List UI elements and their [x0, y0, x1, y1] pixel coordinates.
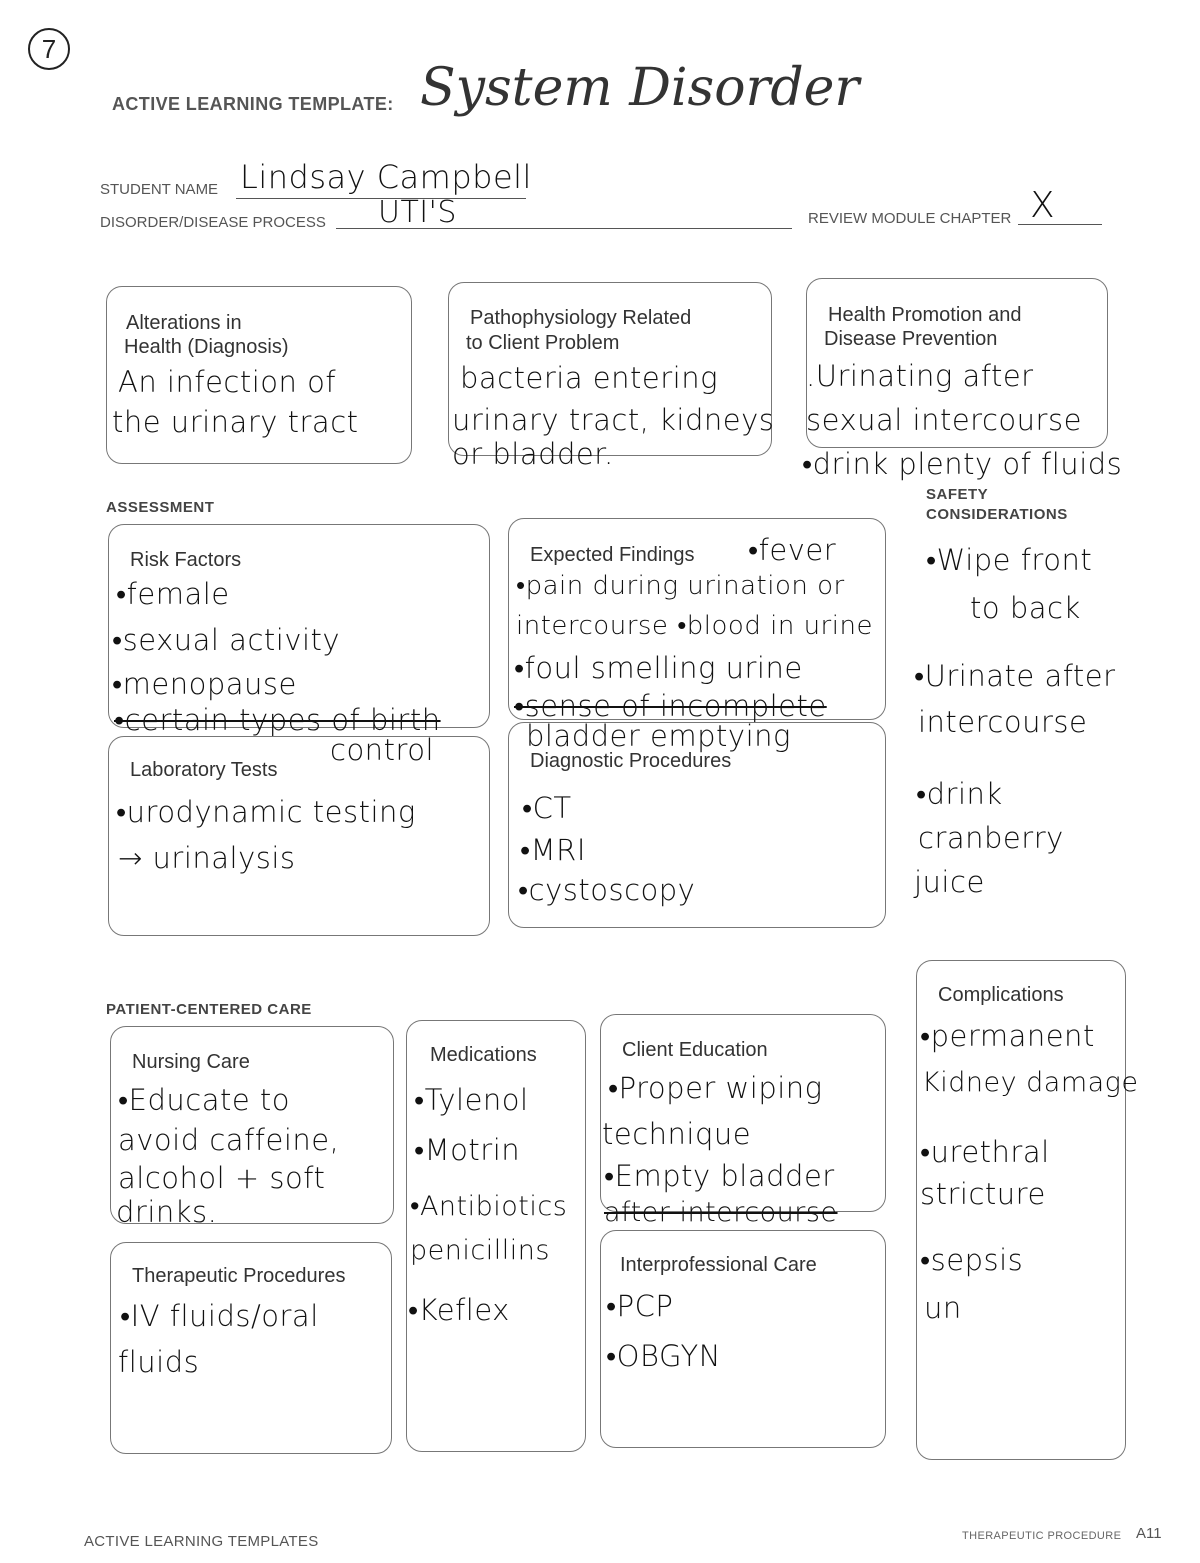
- health-promotion-line-2: sexual intercourse: [806, 403, 1082, 437]
- medications-line-4: penicillins: [410, 1235, 550, 1266]
- medications-line-5: •Keflex: [408, 1293, 510, 1327]
- diagnostic-procedures-line-1: •CT: [522, 791, 572, 825]
- diagnostic-procedures-label: Diagnostic Procedures: [530, 750, 732, 772]
- health-promotion-label-2: Disease Prevention: [824, 328, 998, 350]
- health-promotion-line-3: •drink plenty of fluids: [802, 447, 1123, 481]
- pathophysiology-line-3: or bladder.: [452, 437, 614, 471]
- safety-label-1: SAFETY: [926, 486, 989, 503]
- medications-line-1: •Tylenol: [414, 1083, 529, 1117]
- client-education-line-2: technique: [602, 1117, 752, 1151]
- alterations-label-2: Health (Diagnosis): [124, 336, 289, 358]
- health-promotion-label-1: Health Promotion and: [828, 304, 1022, 326]
- medications-line-2: •Motrin: [414, 1133, 521, 1167]
- interprofessional-care-line-1: •PCP: [606, 1289, 674, 1323]
- nursing-care-label: Nursing Care: [132, 1051, 250, 1073]
- pathophysiology-line-2: urinary tract, kidneys: [452, 403, 775, 437]
- safety-line-1: •Wipe front: [926, 543, 1093, 577]
- footer-right-page: A11: [1136, 1525, 1162, 1542]
- student-name-value: Lindsay Campbell: [240, 158, 532, 196]
- risk-factors-line-4: •certain types of birth: [114, 703, 441, 737]
- complications-line-2: Kidney damage: [922, 1067, 1139, 1098]
- page-number-circle: [28, 28, 70, 70]
- footer-left: ACTIVE LEARNING TEMPLATES: [84, 1533, 319, 1550]
- medications-label: Medications: [430, 1044, 537, 1066]
- health-promotion-line-1: .Urinating after: [806, 359, 1034, 393]
- disorder-line: [336, 228, 792, 229]
- risk-factors-label: Risk Factors: [130, 549, 242, 571]
- therapeutic-procedures-line-1: •IV fluids/oral: [120, 1299, 319, 1333]
- review-line: [1018, 224, 1102, 225]
- risk-factors-line-5: control: [330, 733, 435, 767]
- client-education-line-3: •Empty bladder: [604, 1159, 835, 1193]
- alterations-line-2: the urinary tract: [112, 405, 359, 439]
- pathophysiology-line-1: bacteria entering: [460, 361, 719, 395]
- laboratory-tests-label: Laboratory Tests: [130, 759, 278, 781]
- safety-line-7: juice: [914, 865, 985, 899]
- student-name-label: STUDENT NAME: [100, 181, 219, 198]
- complications-line-6: un: [924, 1291, 962, 1325]
- template-prefix: ACTIVE LEARNING TEMPLATE:: [112, 94, 394, 114]
- safety-line-6: cranberry: [918, 821, 1064, 855]
- complications-line-1: •permanent: [920, 1019, 1095, 1053]
- client-education-line-4: after intercourse: [604, 1197, 838, 1228]
- expected-findings-line-1: •pain during urination or: [516, 571, 845, 601]
- diagnostic-procedures-line-3: •cystoscopy: [518, 873, 696, 907]
- alterations-label-1: Alterations in: [126, 312, 242, 334]
- risk-factors-line-3: •menopause: [112, 667, 297, 701]
- laboratory-tests-line-1: •urodynamic testing: [116, 795, 416, 829]
- complications-line-3: •urethral: [920, 1135, 1050, 1169]
- nursing-care-line-4: drinks.: [116, 1195, 218, 1229]
- assessment-title: ASSESSMENT: [106, 499, 215, 516]
- risk-factors-line-1: •female: [116, 577, 230, 611]
- diagnostic-procedures-line-2: •MRI: [520, 833, 586, 867]
- therapeutic-procedures-label: Therapeutic Procedures: [132, 1265, 346, 1287]
- review-value: X: [1030, 185, 1056, 226]
- complications-line-4: stricture: [920, 1177, 1046, 1211]
- expected-findings-line-2: intercourse •blood in urine: [516, 611, 873, 641]
- safety-line-2: to back: [970, 591, 1081, 625]
- nursing-care-line-2: avoid caffeine,: [118, 1123, 340, 1157]
- template-title: System Disorder: [420, 58, 860, 118]
- client-education-line-1: •Proper wiping: [608, 1071, 823, 1105]
- pathophysiology-label-2: to Client Problem: [466, 332, 620, 354]
- risk-factors-line-2: •sexual activity: [112, 623, 341, 657]
- safety-line-4: intercourse: [918, 705, 1088, 739]
- footer-right-label: THERAPEUTIC PROCEDURE: [962, 1530, 1122, 1542]
- safety-label-2: CONSIDERATIONS: [926, 506, 1068, 523]
- interprofessional-care-line-2: •OBGYN: [606, 1339, 721, 1373]
- nursing-care-line-3: alcohol + soft: [118, 1161, 326, 1195]
- expected-findings-label: Expected Findings: [530, 544, 695, 566]
- patient-centered-title: PATIENT-CENTERED CARE: [106, 1001, 312, 1018]
- page-number: 7: [41, 34, 57, 64]
- expected-findings-fever: •fever: [748, 533, 837, 567]
- client-education-label: Client Education: [622, 1039, 768, 1061]
- therapeutic-procedures-line-2: fluids: [118, 1345, 200, 1379]
- safety-line-3: •Urinate after: [914, 659, 1116, 693]
- disorder-value: UTI'S: [378, 195, 457, 230]
- pathophysiology-label-1: Pathophysiology Related: [470, 307, 692, 329]
- expected-findings-line-3: •foul smelling urine: [514, 651, 803, 685]
- complications-label: Complications: [938, 984, 1064, 1006]
- nursing-care-line-1: •Educate to: [118, 1083, 291, 1117]
- disorder-label: DISORDER/DISEASE PROCESS: [100, 214, 326, 231]
- safety-line-5: •drink: [916, 777, 1003, 811]
- complications-line-5: •sepsis: [920, 1243, 1024, 1277]
- interprofessional-care-label: Interprofessional Care: [620, 1254, 817, 1276]
- expected-findings-line-5: bladder emptying: [526, 719, 791, 753]
- medications-line-3: •Antibiotics: [410, 1191, 568, 1222]
- alterations-line-1: An infection of: [118, 365, 337, 399]
- laboratory-tests-line-2: → urinalysis: [118, 841, 296, 875]
- review-label: REVIEW MODULE CHAPTER: [808, 210, 1012, 227]
- expected-findings-line-4: •sense of incomplete: [514, 689, 827, 723]
